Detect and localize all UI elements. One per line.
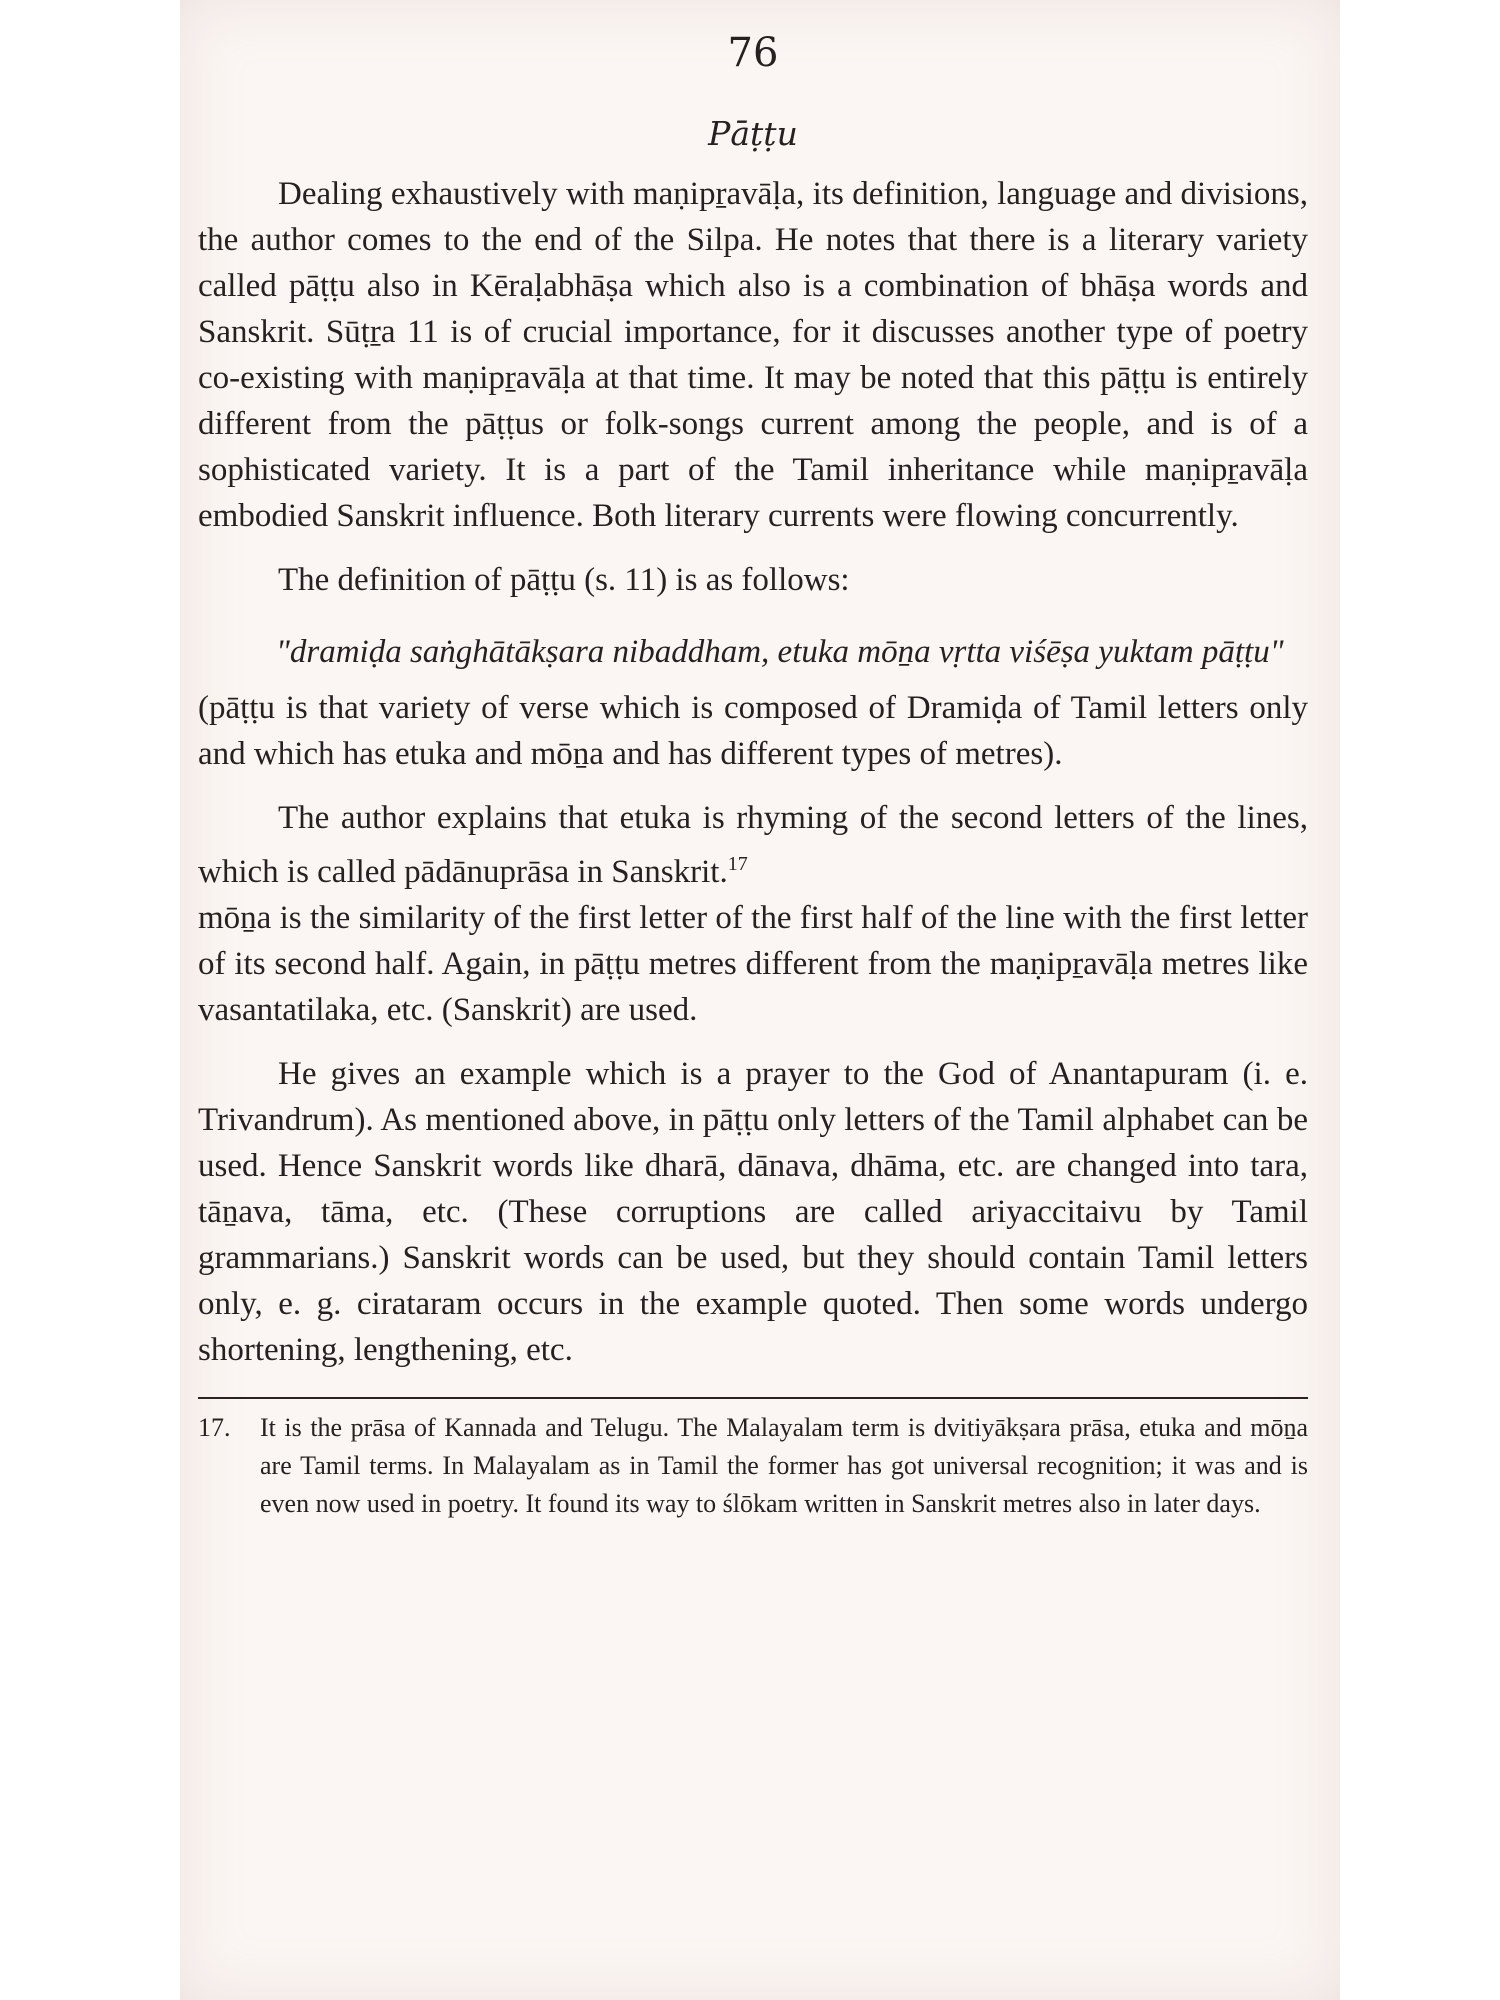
footnote-ref[interactable]: 17	[727, 853, 748, 875]
paragraph-example: He gives an example which is a prayer to the God of Anantapuram (i. e. Trivandrum). As mentioned above, in pāṭṭu only letters of the Tamil alphabet can be used. Hence Sanskrit words like dharā, dānava, dhāma, etc. are changed into tara, tāṉava, tāma, etc. (These corruptions are called ariyaccitaivu by Tamil grammarians.) Sanskrit words can be used, but they should contain Tamil letters only, e. g. cirataram occurs in the example quoted. Then some words undergo shortening, lengthening, etc.	[198, 1056, 1308, 1368]
paragraph-manipravala: Dealing exhaustively with maṇipṟavāḷa, its definition, language and divisions, the author comes to the end of the Silpa. He notes that there is a literary variety called pāṭṭu also in Kēraḷabhāṣa which also is a combination of bhāṣa words and Sanskrit. Sūṭṟa 11 is of crucial importance, for it discusses another type of poetry co-existing with maṇipṟavāḷa at that time. It may be noted that this pāṭṭu is entirely different from the pāṭṭus or folk-songs current among the people, and is of a sophisticated variety. It is a part of the Tamil inheritance while maṇipṟavāḷa embodied Sanskrit influence. Both literary currents were flowing concurrently.	[198, 176, 1308, 534]
footnote-divider	[198, 1397, 1308, 1399]
footnote-text: It is the prāsa of Kannada and Telugu. The Malayalam term is dvitiyākṣara prāsa, etuka and mōṉa are Tamil terms. In Malayalam as in Tamil the former has got universal recognition; it was and is even now used in poetry. It found its way to ślōkam written in Sanskrit metres also in later days.	[260, 1413, 1308, 1518]
page-content	[198, 30, 1308, 1523]
page-number: 76	[727, 30, 779, 76]
paragraph-etuka	[198, 795, 1308, 895]
section-title: Pāṭṭu	[708, 114, 798, 153]
paragraph-definition-intro: The definition of pāṭṭu (s. 11) is as follows:	[278, 562, 850, 598]
footnote-number: 17.	[198, 1413, 231, 1442]
paragraph-mona: mōṉa is the similarity of the first letter of the first half of the line with the first letter of its second half. Again, in pāṭṭu metres different from the maṇipṟavāḷa metres like vasantatilaka, etc. (Sanskrit) are used.	[198, 900, 1308, 1028]
footnote	[198, 1409, 1308, 1523]
quote-gloss: (pāṭṭu is that variety of verse which is composed of Dramiḍa of Tamil letters only and which has etuka and mōṉa and has different types of metres).	[198, 690, 1308, 772]
paragraph-etuka-text: The author explains that etuka is rhyming of the second letters of the lines, which is called pādānuprāsa in Sanskrit.	[198, 800, 1308, 890]
sutra-quote: "dramiḍa saṅghātākṣara nibaddham, etuka mōṉa vṛtta viśēṣa yuktam pāṭṭu"	[276, 634, 1284, 670]
